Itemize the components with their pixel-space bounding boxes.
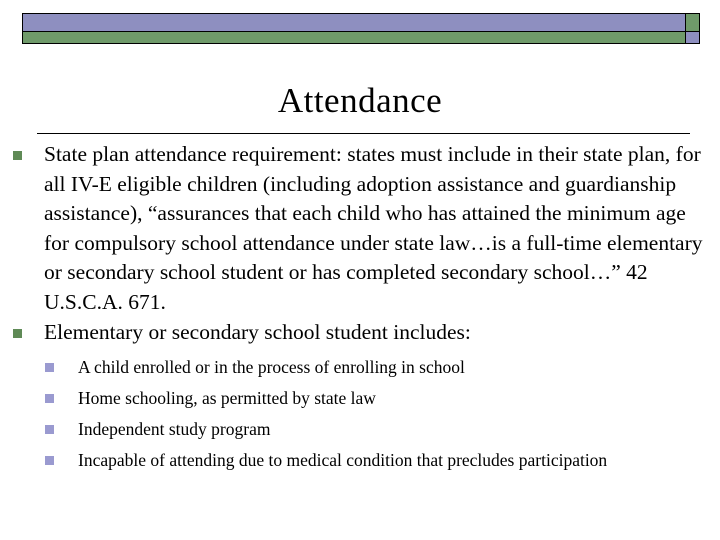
bullet-item-level1 xyxy=(0,318,720,348)
bullet-text: Incapable of attending due to medical condition that precludes participation xyxy=(78,450,608,471)
slide-header-decoration xyxy=(22,13,700,44)
bullet-text: Elementary or secondary school student includes: xyxy=(44,319,471,344)
square-bullet-icon xyxy=(45,394,54,403)
bullet-text: Independent study program xyxy=(78,419,271,440)
page-title: Attendance xyxy=(277,81,443,120)
title-divider-rule xyxy=(37,133,690,134)
decoration-band-purple xyxy=(23,14,685,32)
bullet-item-level1 xyxy=(0,140,720,318)
square-bullet-icon xyxy=(45,363,54,372)
square-bullet-icon xyxy=(13,329,22,338)
decoration-end-cap xyxy=(686,14,699,43)
bullet-item-level2 xyxy=(0,352,720,383)
decoration-main-bands xyxy=(23,14,686,43)
slide-body xyxy=(0,140,720,476)
square-bullet-icon xyxy=(45,456,54,465)
bullet-item-level2 xyxy=(0,445,720,476)
decoration-cap-green xyxy=(686,14,699,32)
bullet-text: A child enrolled or in the process of enrolling in school xyxy=(78,357,465,378)
decoration-cap-purple xyxy=(686,32,699,43)
bullet-text: State plan attendance requirement: states must include in their state plan, for all IV-E eligible children (including adoption assistance and guardianship assistance), “assurances that each child who has attained the minimum age for compulsory school attendance under state law…is a full-time elementary or secondary school student or has completed secondary school…” 42 U.S.C.A. 671. xyxy=(44,142,703,314)
decoration-band-green xyxy=(23,32,685,43)
square-bullet-icon xyxy=(45,425,54,434)
square-bullet-icon xyxy=(13,151,22,160)
bullet-item-level2 xyxy=(0,414,720,445)
bullet-text: Home schooling, as permitted by state law xyxy=(78,388,376,409)
bullet-item-level2 xyxy=(0,383,720,414)
sub-bullet-list xyxy=(0,352,720,476)
